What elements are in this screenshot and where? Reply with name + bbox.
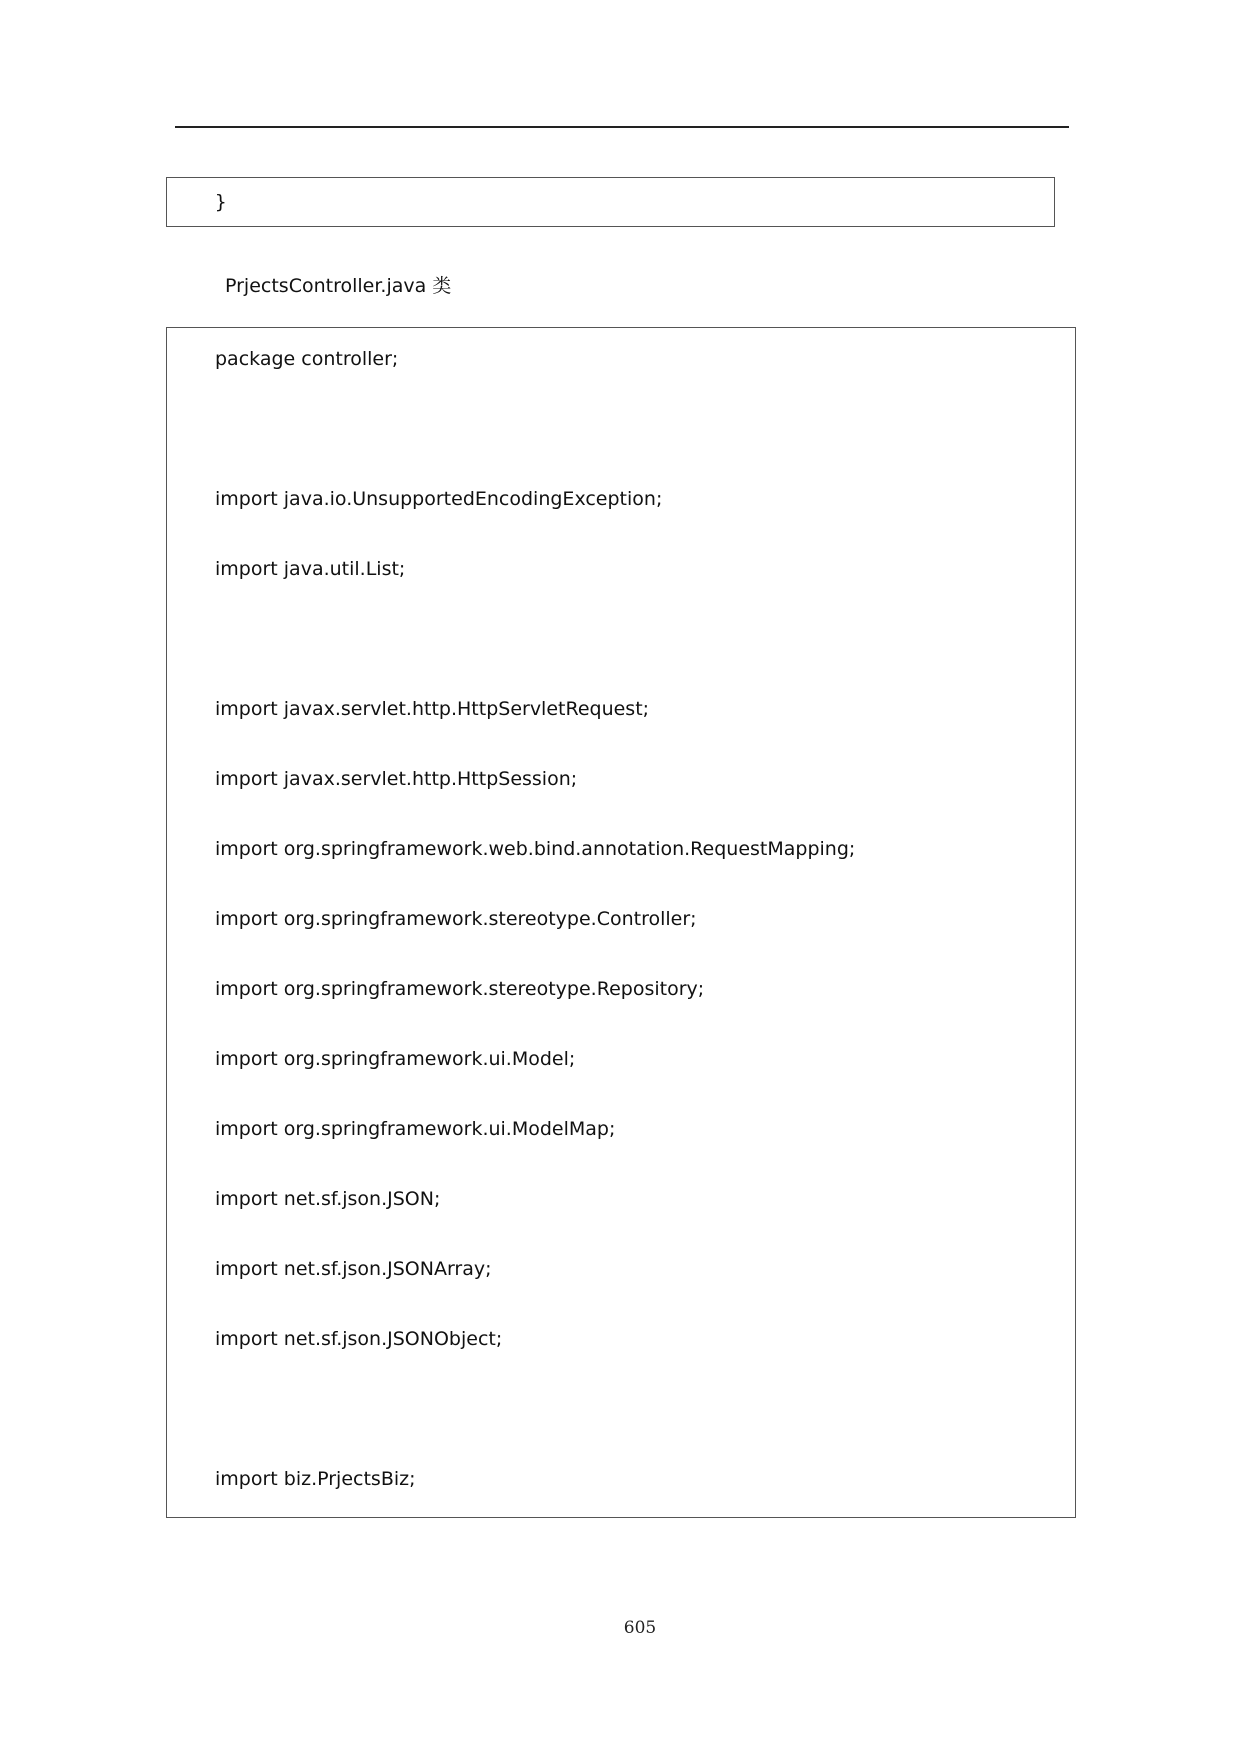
code-line: import org.springframework.ui.ModelMap; — [215, 1118, 616, 1140]
closing-brace: } — [215, 191, 227, 213]
code-line: import java.util.List; — [215, 558, 406, 580]
code-line: import org.springframework.web.bind.annotation.RequestMapping; — [215, 838, 856, 860]
code-line: import net.sf.json.JSON; — [215, 1188, 441, 1210]
code-line: package controller; — [215, 348, 399, 370]
page-number: 605 — [623, 1618, 657, 1638]
code-line: import org.springframework.ui.Model; — [215, 1048, 576, 1070]
code-line: import javax.servlet.http.HttpSession; — [215, 768, 578, 790]
code-block — [166, 327, 1076, 1518]
code-snippet-closing — [166, 177, 1055, 227]
code-line: import org.springframework.stereotype.Repository; — [215, 978, 705, 1000]
code-line: import org.springframework.stereotype.Controller; — [215, 908, 697, 930]
code-line: import biz.PrjectsBiz; — [215, 1468, 416, 1490]
code-line: import net.sf.json.JSONArray; — [215, 1258, 492, 1280]
code-caption: PrjectsController.java 类 — [225, 275, 452, 297]
code-line: import java.io.UnsupportedEncodingException; — [215, 488, 663, 510]
header-rule — [175, 126, 1069, 128]
code-line: import javax.servlet.http.HttpServletRequest; — [215, 698, 650, 720]
code-line: import net.sf.json.JSONObject; — [215, 1328, 503, 1350]
